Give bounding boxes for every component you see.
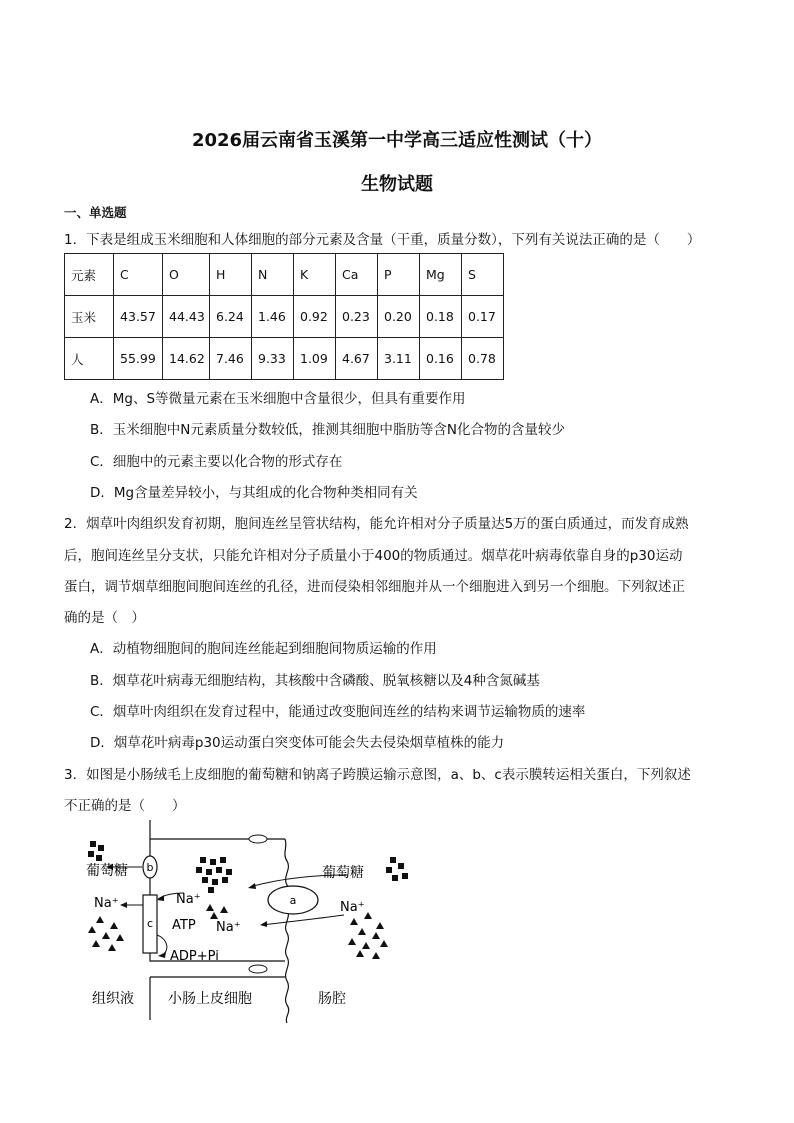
glucose-label-right: 葡萄糖: [322, 865, 364, 881]
table-cell: Mg: [420, 254, 462, 296]
question-2-stem-line-4: 确的是（ ）: [64, 610, 145, 626]
question-2-option-a: A．动植物细胞间的胞间连丝能起到细胞间物质运输的作用: [90, 641, 437, 657]
table-header-row: [65, 254, 504, 296]
table-cell: 元素: [65, 254, 114, 296]
tissue-fluid-label: 组织液: [92, 991, 134, 1007]
table-row: [65, 338, 504, 380]
table-cell: S: [462, 254, 504, 296]
protein-b-label: b: [146, 861, 154, 874]
glucose-particles-right: [386, 857, 408, 881]
table-cell: 44.43: [163, 296, 210, 338]
adp-label: ADP+Pi: [170, 949, 219, 964]
table-cell: 0.23: [336, 296, 378, 338]
question-1-stem: 1．下表是组成玉米细胞和人体细胞的部分元素及含量（干重，质量分数），下列有关说法正确的是（ ）: [64, 232, 701, 248]
table-cell: 玉米: [65, 296, 114, 338]
element-table: [64, 253, 504, 380]
question-1-option-c: C．细胞中的元素主要以化合物的形式存在: [90, 454, 343, 470]
table-cell: K: [294, 254, 336, 296]
question-3-stem-line-1: 3．如图是小肠绒毛上皮细胞的葡萄糖和钠离子跨膜运输示意图，a、b、c表示膜转运相关蛋白，下列叙述: [64, 767, 691, 783]
table-cell: 0.78: [462, 338, 504, 380]
table-cell: 1.46: [252, 296, 294, 338]
question-2-option-b: B．烟草花叶病毒无细胞结构，其核酸中含磷酸、脱氧核糖以及4种含氮碱基: [90, 673, 540, 689]
table-cell: O: [163, 254, 210, 296]
atp-label: ATP: [172, 918, 196, 933]
junction-oval: [249, 965, 267, 973]
section-heading: 一、单选题: [64, 205, 127, 220]
na-label-right: Na⁺: [340, 900, 365, 915]
exam-subtitle: 生物试题: [361, 174, 433, 195]
table-cell: Ca: [336, 254, 378, 296]
table-cell: 9.33: [252, 338, 294, 380]
junction-oval: [249, 835, 267, 843]
table-cell: 0.16: [420, 338, 462, 380]
question-1-option-b: B．玉米细胞中N元素质量分数较低，推测其细胞中脂肪等含N化合物的含量较少: [90, 422, 565, 438]
na-label-left: Na⁺: [94, 896, 119, 911]
question-2-stem-line-3: 蛋白，调节烟草细胞间胞间连丝的孔径，进而侵染相邻细胞并从一个细胞进入到另一个细胞。下列叙述正: [64, 579, 685, 595]
table-cell: 1.09: [294, 338, 336, 380]
glucose-particles-cell: [196, 857, 232, 893]
na-label-cell: Na⁺: [176, 892, 201, 907]
glucose-label-left: 葡萄糖: [86, 863, 128, 879]
table-cell: 0.92: [294, 296, 336, 338]
lumen-label: 肠腔: [318, 991, 346, 1007]
table-cell: 14.62: [163, 338, 210, 380]
question-3-stem-line-2: 不正确的是（ ）: [64, 798, 186, 814]
question-2-option-d: D．烟草花叶病毒p30运动蛋白突变体可能会失去侵染烟草植株的能力: [90, 735, 505, 751]
exam-title: 2026届云南省玉溪第一中学高三适应性测试（十）: [191, 130, 603, 151]
question-1-option-d: D．Mg含量差异较小，与其组成的化合物种类相同有关: [90, 485, 418, 501]
table-cell: 人: [65, 338, 114, 380]
table-row: [65, 296, 504, 338]
question-1-option-a: A．Mg、S等微量元素在玉米细胞中含量很少，但具有重要作用: [90, 391, 466, 407]
sodium-particles-left: [88, 916, 124, 951]
transport-diagram: [80, 815, 420, 1025]
question-2-stem-line-1: 2．烟草叶肉组织发育初期，胞间连丝呈管状结构，能允许相对分子质量达5万的蛋白质通过，而发育成熟: [64, 516, 689, 532]
table-cell: C: [114, 254, 163, 296]
protein-a-label: a: [289, 894, 297, 907]
table-cell: 55.99: [114, 338, 163, 380]
table-cell: 6.24: [210, 296, 252, 338]
table-cell: 0.17: [462, 296, 504, 338]
protein-c-label: c: [146, 917, 154, 930]
table-cell: N: [252, 254, 294, 296]
table-cell: 4.67: [336, 338, 378, 380]
table-cell: 7.46: [210, 338, 252, 380]
cell-label: 小肠上皮细胞: [168, 991, 252, 1007]
sodium-particles-cell: [206, 904, 228, 919]
table-cell: 3.11: [378, 338, 420, 380]
arrow-heads: [106, 864, 267, 958]
na-label-a: Na⁺: [216, 920, 241, 935]
question-2-stem-line-2: 后，胞间连丝呈分支状，只能允许相对分子质量小于400的物质通过。烟草花叶病毒依靠自身的p30运动: [64, 548, 683, 564]
table-cell: H: [210, 254, 252, 296]
table-cell: 0.18: [420, 296, 462, 338]
table-cell: P: [378, 254, 420, 296]
question-2-option-c: C．烟草叶肉组织在发育过程中，能通过改变胞间连丝的结构来调节运输物质的速率: [90, 704, 586, 720]
sodium-particles-right: [348, 912, 388, 959]
table-cell: 43.57: [114, 296, 163, 338]
table-cell: 0.20: [378, 296, 420, 338]
glucose-particles-left: [88, 841, 104, 861]
